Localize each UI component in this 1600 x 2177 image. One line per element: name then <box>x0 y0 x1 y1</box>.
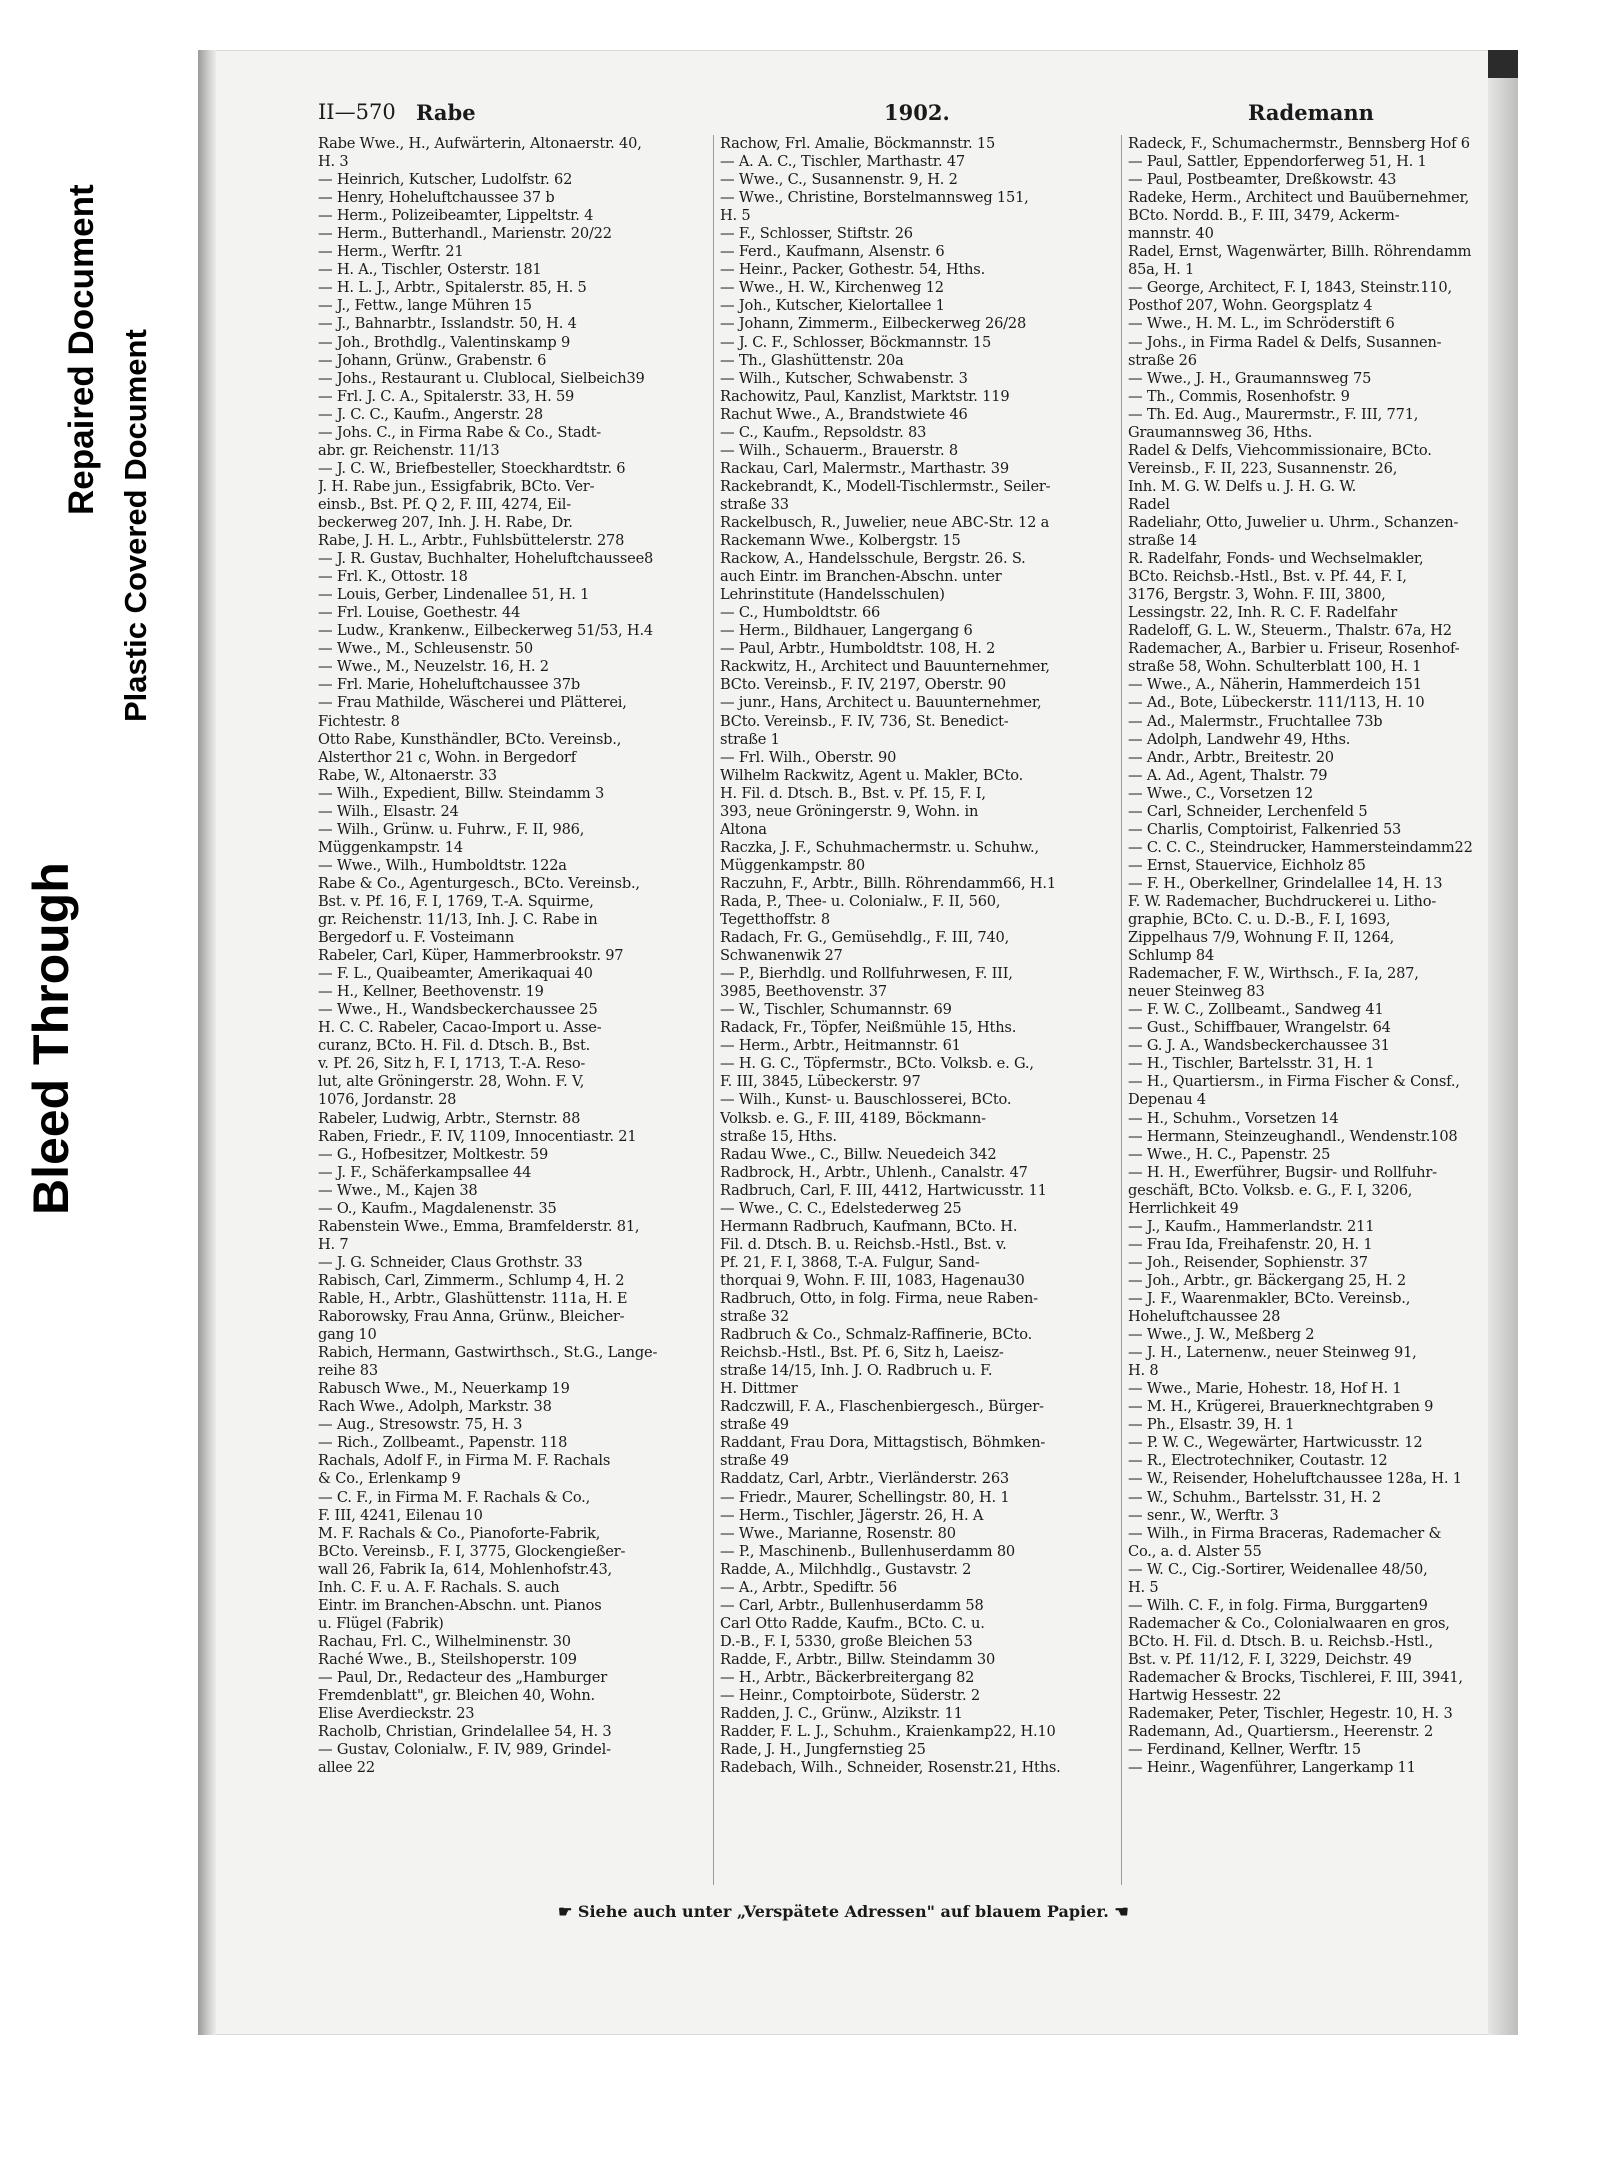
directory-entry-line: Rabisch, Carl, Zimmerm., Schlump 4, H. 2 <box>318 1271 625 1289</box>
directory-entry-line: Raczka, J. F., Schuhmachermstr. u. Schuhw., <box>720 838 1039 856</box>
header-left-keyword: Rabe <box>416 100 476 125</box>
directory-entry-line: — A., Arbtr., Spediftr. 56 <box>720 1578 897 1596</box>
directory-entry-line: Rackebrandt, K., Modell-Tischlermstr., Seiler- <box>720 477 1051 495</box>
directory-entry-line: Rabe, W., Altonaerstr. 33 <box>318 766 497 784</box>
page-binding-shadow <box>198 50 216 2035</box>
directory-entry-line: — J. G. Schneider, Claus Grothstr. 33 <box>318 1253 583 1271</box>
directory-entry-line: 3176, Bergstr. 3, Wohn. F. III, 3800, <box>1128 586 1386 604</box>
page-number: II—570 <box>318 100 396 124</box>
directory-entry-line: — Johann, Zimmerm., Eilbeckerweg 26/28 <box>720 315 1027 333</box>
directory-entry-line: wall 26, Fabrik Ia, 614, Mohlenhofstr.43, <box>318 1560 612 1578</box>
directory-entry-line: Rackwitz, H., Architect und Bauunternehmer, <box>720 658 1050 676</box>
directory-entry-line: — Frl. K., Ottostr. 18 <box>318 568 468 586</box>
directory-entry-line: Vereinsb., F. II, 223, Susannenstr. 26, <box>1128 459 1398 477</box>
directory-entry-line: Radeloff, G. L. W., Steuerm., Thalstr. 67a, H2 <box>1128 622 1452 640</box>
directory-entry-line: — Wwe., H. C., Papenstr. 25 <box>1128 1145 1331 1163</box>
repaired-document-label: Repaired Document <box>62 184 101 515</box>
directory-entry-line: — Heinr., Comptoirbote, Süderstr. 2 <box>720 1687 980 1705</box>
directory-entry-line: D.-B., F. I, 5330, große Bleichen 53 <box>720 1632 973 1650</box>
directory-entry-line: Bergedorf u. F. Vosteimann <box>318 929 515 947</box>
directory-entry-line: BCto. H. Fil. d. Dtsch. B. u. Reichsb.-Hstl., <box>1128 1632 1434 1650</box>
directory-entry-line: — Herm., Tischler, Jägerstr. 26, H. A <box>720 1506 984 1524</box>
directory-entry-line: — Wwe., A., Näherin, Hammerdeich 151 <box>1128 676 1422 694</box>
directory-entry-line: — Johann, Grünw., Grabenstr. 6 <box>318 351 547 369</box>
directory-entry-line: Radack, Fr., Töpfer, Neißmühle 15, Hths. <box>720 1019 1017 1037</box>
directory-entry-line: 3985, Beethovenstr. 37 <box>720 983 887 1001</box>
directory-entry-line: Radder, F. L. J., Schuhm., Kraienkamp22, H.10 <box>720 1723 1056 1741</box>
directory-entry-line: — W., Tischler, Schumannstr. 69 <box>720 1001 952 1019</box>
directory-entry-line: Radde, F., Arbtr., Billw. Steindamm 30 <box>720 1650 996 1668</box>
directory-entry-line: Depenau 4 <box>1128 1091 1206 1109</box>
directory-columns <box>318 135 1563 1885</box>
directory-entry-line: — Wwe., C. C., Edelstederweg 25 <box>720 1199 962 1217</box>
directory-entry-line: — junr., Hans, Architect u. Bauunternehmer, <box>720 694 1042 712</box>
directory-entry-line: — Wwe., Marianne, Rosenstr. 80 <box>720 1524 956 1542</box>
directory-entry-line: straße 14 <box>1128 532 1197 550</box>
directory-entry-line: Rackow, A., Handelsschule, Bergstr. 26. S. <box>720 550 1026 568</box>
directory-entry-line: Bst. v. Pf. 11/12, F. I, 3229, Deichstr. 49 <box>1128 1650 1412 1668</box>
directory-entry-line: — J. F., Waarenmakler, BCto. Vereinsb., <box>1128 1290 1411 1307</box>
directory-entry-line: — Andr., Arbtr., Breitestr. 20 <box>1128 748 1334 766</box>
scanned-page <box>198 50 1518 2035</box>
directory-entry-line: — Adolph, Landwehr 49, Hths. <box>1128 730 1351 748</box>
directory-entry-line: Altona <box>720 820 767 838</box>
directory-entry-line: curanz, BCto. H. Fil. d. Dtsch. B., Bst. <box>318 1037 591 1055</box>
directory-entry-line: BCto. Reichsb.-Hstl., Bst. v. Pf. 44, F. I, <box>1128 568 1407 586</box>
directory-entry-line: 393, neue Gröningerstr. 9, Wohn. in <box>720 802 979 820</box>
directory-entry-line: Rademacher & Brocks, Tischlerei, F. III, 3941, <box>1128 1668 1463 1686</box>
directory-entry-line: geschäft, BCto. Volksb. e. G., F. I, 3206, <box>1128 1181 1413 1199</box>
directory-entry-line: — Wwe., H., Wandsbeckerchaussee 25 <box>318 1001 598 1019</box>
directory-entry-line: Radeliahr, Otto, Juwelier u. Uhrm., Schanzen- <box>1128 513 1459 531</box>
directory-entry-line: H. Dittmer <box>720 1380 798 1398</box>
directory-entry-line: Rabenstein Wwe., Emma, Bramfelderstr. 81, <box>318 1217 640 1235</box>
directory-entry-line: F. III, 4241, Eilenau 10 <box>318 1506 483 1524</box>
directory-entry-line: Alsterthor 21 c, Wohn. in Bergedorf <box>318 748 576 766</box>
directory-entry-line: H. Fil. d. Dtsch. B., Bst. v. Pf. 15, F. I, <box>720 784 986 802</box>
directory-entry-line: Hermann Radbruch, Kaufmann, BCto. H. <box>720 1217 1018 1235</box>
directory-entry-line: — H., Arbtr., Bäckerbreitergang 82 <box>720 1668 975 1686</box>
directory-entry-line: Radbruch, Otto, in folg. Firma, neue Raben- <box>720 1290 1038 1307</box>
directory-entry-line: — J., Fettw., lange Mühren 15 <box>318 297 532 315</box>
directory-entry-line: Eintr. im Branchen-Abschn. unt. Pianos <box>318 1596 602 1614</box>
directory-entry-line: Tegetthoffstr. 8 <box>720 911 831 929</box>
directory-entry-line: — Joh., Brothdlg., Valentinskamp 9 <box>318 333 571 351</box>
directory-entry-line: Herrlichkeit 49 <box>1128 1199 1239 1217</box>
directory-entry-line: Rach Wwe., Adolph, Markstr. 38 <box>318 1398 552 1416</box>
directory-entry-line: — Paul, Arbtr., Humboldtstr. 108, H. 2 <box>720 640 996 658</box>
directory-entry-line: — Wilh., Elsastr. 24 <box>318 802 459 820</box>
directory-entry-line: — J. C. F., Schlosser, Böckmannstr. 15 <box>720 333 992 351</box>
directory-entry-line: — Ph., Elsastr. 39, H. 1 <box>1128 1416 1295 1434</box>
directory-entry-line: Raben, Friedr., F. IV, 1109, Innocentiastr. 21 <box>318 1127 637 1145</box>
directory-entry-line: — Friedr., Maurer, Schellingstr. 80, H. 1 <box>720 1488 1010 1506</box>
directory-entry-line: — H. G. C., Töpfermstr., BCto. Volksb. e. G., <box>720 1055 1034 1073</box>
directory-entry-line: Radbruch & Co., Schmalz-Raffinerie, BCto. <box>720 1326 1033 1344</box>
directory-entry-line: Rademacher & Co., Colonialwaaren en gros, <box>1128 1614 1450 1632</box>
directory-entry-line: Bst. v. Pf. 16, F. I, 1769, T.-A. Squirme, <box>318 892 594 910</box>
directory-entry-line: — Louis, Gerber, Lindenallee 51, H. 1 <box>318 586 590 604</box>
directory-entry-line: — Frl. Marie, Hoheluftchaussee 37b <box>318 676 581 694</box>
directory-entry-line: Elise Averdieckstr. 23 <box>318 1705 475 1723</box>
directory-entry-line: Carl Otto Radde, Kaufm., BCto. C. u. <box>720 1614 985 1632</box>
directory-entry-line: Raczuhn, F., Arbtr., Billh. Röhrendamm66, H.1 <box>720 874 1056 892</box>
directory-entry-line: BCto. Vereinsb., F. IV, 2197, Oberstr. 90 <box>720 676 1006 694</box>
directory-entry-line: Otto Rabe, Kunsthändler, BCto. Vereinsb., <box>318 730 622 748</box>
directory-entry-line: — Wwe., Christine, Borstelmannsweg 151, <box>720 189 1029 207</box>
directory-entry-line: Rachowitz, Paul, Kanzlist, Marktstr. 119 <box>720 387 1010 405</box>
directory-entry-line: Radebach, Wilh., Schneider, Rosenstr.21, Hths. <box>720 1759 1061 1777</box>
directory-entry-line: straße 26 <box>1128 351 1197 369</box>
directory-entry-line: Rabich, Hermann, Gastwirthsch., St.G., Lange- <box>318 1344 658 1362</box>
directory-entry-line: — J. C. W., Briefbesteller, Stoeckhardtstr. 6 <box>318 459 626 477</box>
directory-entry-line: straße 14/15, Inh. J. O. Radbruch u. F. <box>720 1362 993 1380</box>
directory-entry-line: — Paul, Sattler, Eppendorferweg 51, H. 1 <box>1128 153 1427 171</box>
directory-entry-line: — Ferdinand, Kellner, Werftr. 15 <box>1128 1741 1361 1759</box>
directory-entry-line: Fil. d. Dtsch. B. u. Reichsb.-Hstl., Bst. v. <box>720 1235 1007 1253</box>
directory-entry-line: auch Eintr. im Branchen-Abschn. unter <box>720 568 1002 586</box>
directory-entry-line: Rachau, Frl. C., Wilhelminenstr. 30 <box>318 1632 571 1650</box>
directory-entry-line: — Wwe., Marie, Hohestr. 18, Hof H. 1 <box>1128 1380 1402 1398</box>
directory-entry-line: — Herm., Bildhauer, Langergang 6 <box>720 622 973 640</box>
directory-entry-line: Rabe, J. H. L., Arbtr., Fuhlsbüttelerstr. 278 <box>318 532 625 550</box>
header-year: 1902. <box>884 100 950 125</box>
directory-entry-line: — J., Bahnarbtr., Isslandstr. 50, H. 4 <box>318 315 577 333</box>
directory-entry-line: straße 49 <box>720 1452 789 1470</box>
directory-entry-line: Hartwig Hessestr. 22 <box>1128 1687 1281 1705</box>
directory-entry-line: Radden, J. C., Grünw., Alzikstr. 11 <box>720 1705 963 1723</box>
directory-entry-line: — Wilh., Grünw. u. Fuhrw., F. II, 986, <box>318 820 585 838</box>
column-right <box>1121 135 1538 1885</box>
directory-entry-line: beckerweg 207, Inh. J. H. Rabe, Dr. <box>318 513 573 531</box>
directory-entry-line: Radach, Fr. G., Gemüsehdlg., F. III, 740, <box>720 929 1010 947</box>
directory-entry-line: — H. A., Tischler, Osterstr. 181 <box>318 261 542 279</box>
directory-entry-line: Graumannsweg 36, Hths. <box>1128 423 1313 441</box>
directory-entry-line: Co., a. d. Alster 55 <box>1128 1542 1262 1560</box>
directory-entry-line: — W. C., Cig.-Sortirer, Weidenallee 48/50, <box>1128 1560 1428 1578</box>
directory-entry-line: H. 8 <box>1128 1362 1159 1380</box>
directory-entry-line: — A. Ad., Agent, Thalstr. 79 <box>1128 766 1328 784</box>
directory-entry-line: Rabusch Wwe., M., Neuerkamp 19 <box>318 1380 570 1398</box>
directory-entry-line: 85a, H. 1 <box>1128 261 1195 279</box>
directory-entry-line: Rabe & Co., Agenturgesch., BCto. Vereinsb., <box>318 874 640 892</box>
directory-entry-line: gr. Reichenstr. 11/13, Inh. J. C. Rabe in <box>318 911 598 929</box>
directory-entry-line: Schwanenwik 27 <box>720 947 843 965</box>
directory-entry-line: abr. gr. Reichenstr. 11/13 <box>318 441 500 459</box>
directory-entry-line: J. H. Rabe jun., Essigfabrik, BCto. Ver- <box>318 477 595 495</box>
directory-entry-line: — R., Electrotechniker, Coutastr. 12 <box>1128 1452 1388 1470</box>
directory-entry-line: — Wilh., Expedient, Billw. Steindamm 3 <box>318 784 605 802</box>
directory-entry-line: Raddant, Frau Dora, Mittagstisch, Böhmken- <box>720 1434 1046 1452</box>
directory-entry-line: Posthof 207, Wohn. Georgsplatz 4 <box>1128 297 1373 315</box>
directory-entry-line: — Wwe., M., Neuzelstr. 16, H. 2 <box>318 658 549 676</box>
directory-entry-line: — Frau Ida, Freihafenstr. 20, H. 1 <box>1128 1235 1373 1253</box>
directory-entry-line: Radau Wwe., C., Billw. Neuedeich 342 <box>720 1145 997 1163</box>
directory-entry-line: Raddatz, Carl, Arbtr., Vierländerstr. 263 <box>720 1470 1009 1488</box>
directory-entry-line: — Carl, Arbtr., Bullenhuserdamm 58 <box>720 1596 984 1614</box>
directory-entry-line: thorquai 9, Wohn. F. III, 1083, Hagenau30 <box>720 1271 1025 1289</box>
directory-entry-line: Radbrock, H., Arbtr., Uhlenh., Canalstr. 47 <box>720 1163 1028 1181</box>
directory-entry-line: — J., Kaufm., Hammerlandstr. 211 <box>1128 1217 1375 1235</box>
directory-entry-line: Rackau, Carl, Malermstr., Marthastr. 39 <box>720 459 1009 477</box>
directory-entry-line: — F. W. C., Zollbeamt., Sandweg 41 <box>1128 1001 1384 1019</box>
directory-entry-line: Rabe Wwe., H., Aufwärterin, Altonaerstr. 40, <box>318 135 642 152</box>
directory-entry-line: Reichsb.-Hstl., Bst. Pf. 6, Sitz h, Laeisz- <box>720 1344 1004 1362</box>
directory-entry-line: Radel & Delfs, Viehcommissionaire, BCto. <box>1128 441 1432 459</box>
directory-entry-line: — Wilh., in Firma Braceras, Rademacher & <box>1128 1524 1442 1542</box>
directory-entry-line: BCto. Nordd. B., F. III, 3479, Ackerm- <box>1128 207 1400 225</box>
directory-entry-line: — Carl, Schneider, Lerchenfeld 5 <box>1128 802 1368 820</box>
directory-entry-line: — Heinrich, Kutscher, Ludolfstr. 62 <box>318 171 573 189</box>
directory-entry-line: Rackelbusch, R., Juwelier, neue ABC-Str. 12 a <box>720 513 1050 531</box>
directory-entry-line: — Frl. Wilh., Oberstr. 90 <box>720 748 897 766</box>
directory-entry-line: 1076, Jordanstr. 28 <box>318 1091 457 1109</box>
directory-entry-line: — Ad., Bote, Lübeckerstr. 111/113, H. 10 <box>1128 694 1425 712</box>
directory-entry-line: — F., Schlosser, Stiftstr. 26 <box>720 225 913 243</box>
plastic-covered-label: Plastic Covered Document <box>118 329 153 722</box>
directory-entry-line: Fremdenblatt", gr. Bleichen 40, Wohn. <box>318 1687 595 1705</box>
directory-entry-line: & Co., Erlenkamp 9 <box>318 1470 461 1488</box>
directory-entry-line: — Wwe., Wilh., Humboldtstr. 122a <box>318 856 567 874</box>
directory-entry-line: — P., Bierhdlg. und Rollfuhrwesen, F. III, <box>720 965 1013 983</box>
directory-entry-line: — H., Kellner, Beethovenstr. 19 <box>318 983 544 1001</box>
directory-entry-line: F. III, 3845, Lübeckerstr. 97 <box>720 1073 921 1091</box>
directory-entry-line: Rademaker, Peter, Tischler, Hegestr. 10, H. 3 <box>1128 1705 1453 1723</box>
directory-entry-line: — Heinr., Wagenführer, Langerkamp 11 <box>1128 1759 1416 1777</box>
directory-entry-line: — Wilh., Kunst- u. Bauschlosserei, BCto. <box>720 1091 1012 1109</box>
directory-entry-line: Inh. C. F. u. A. F. Rachals. S. auch <box>318 1578 560 1596</box>
directory-entry-line: Rackemann Wwe., Kolbergstr. 15 <box>720 532 961 550</box>
directory-entry-line: — Wwe., J. W., Meßberg 2 <box>1128 1326 1315 1344</box>
directory-entry-line: Rachow, Frl. Amalie, Böckmannstr. 15 <box>720 135 996 152</box>
directory-entry-line: Radel <box>1128 495 1170 513</box>
directory-entry-line: — C. C. C., Steindrucker, Hammersteindamm22 <box>1128 838 1473 856</box>
directory-entry-line: — George, Architect, F. I, 1843, Steinstr.110, <box>1128 279 1452 297</box>
directory-entry-line: — G. J. A., Wandsbeckerchaussee 31 <box>1128 1037 1390 1055</box>
directory-entry-line: — J. F., Schäferkampsallee 44 <box>318 1163 532 1181</box>
directory-entry-line: Schlump 84 <box>1128 947 1215 965</box>
directory-entry-line: — Henry, Hoheluftchaussee 37 b <box>318 189 555 207</box>
directory-entry-line: — H., Schuhm., Vorsetzen 14 <box>1128 1109 1339 1127</box>
directory-entry-line: — J. H., Laternenw., neuer Steinweg 91, <box>1128 1344 1417 1362</box>
directory-entry-line: neuer Steinweg 83 <box>1128 983 1265 1001</box>
directory-entry-line: Rade, J. H., Jungfernstieg 25 <box>720 1741 926 1759</box>
directory-entry-line: allee 22 <box>318 1759 375 1777</box>
directory-entry-line: mannstr. 40 <box>1128 225 1214 243</box>
directory-entry-line: — Aug., Stresowstr. 75, H. 3 <box>318 1416 523 1434</box>
directory-entry-line: — W., Schuhm., Bartelsstr. 31, H. 2 <box>1128 1488 1381 1506</box>
directory-entry-line: straße 58, Wohn. Schulterblatt 100, H. 1 <box>1128 658 1422 676</box>
directory-entry-line: — P., Maschinenb., Bullenhuserdamm 80 <box>720 1542 1015 1560</box>
directory-entry-line: BCto. Vereinsb., F. I, 3775, Glockengießer- <box>318 1542 626 1560</box>
directory-entry-line: Wilhelm Rackwitz, Agent u. Makler, BCto. <box>720 766 1024 784</box>
directory-entry-line: — Wwe., H. W., Kirchenweg 12 <box>720 279 944 297</box>
directory-entry-line: — Wilh., Kutscher, Schwabenstr. 3 <box>720 369 968 387</box>
directory-entry-line: — F. L., Quaibeamter, Amerikaquai 40 <box>318 965 593 983</box>
directory-entry-line: — Johs., Restaurant u. Clublocal, Sielbeich39 <box>318 369 645 387</box>
directory-entry-line: — Gustav, Colonialw., F. IV, 989, Grindel- <box>318 1741 611 1759</box>
directory-entry-line: H. 7 <box>318 1235 349 1253</box>
directory-entry-line: — J. R. Gustav, Buchhalter, Hoheluftchaussee8 <box>318 550 654 568</box>
directory-entry-line: Radbruch, Carl, F. III, 4412, Hartwicusstr. 11 <box>720 1181 1047 1199</box>
directory-entry-line: Rable, H., Arbtr., Glashüttenstr. 111a, H. E <box>318 1290 628 1307</box>
column-middle <box>713 135 1120 1885</box>
directory-entry-line: — Wwe., H. M. L., im Schröderstift 6 <box>1128 315 1395 333</box>
directory-entry-line: Rachut Wwe., A., Brandstwiete 46 <box>720 405 968 423</box>
directory-entry-line: Inh. M. G. W. Delfs u. J. H. G. W. <box>1128 477 1357 495</box>
directory-entry-line: reihe 83 <box>318 1362 378 1380</box>
directory-entry-line: — H. L. J., Arbtr., Spitalerstr. 85, H. 5 <box>318 279 587 297</box>
directory-entry-line: Raché Wwe., B., Steilshoperstr. 109 <box>318 1650 577 1668</box>
directory-entry-line: Hoheluftchaussee 28 <box>1128 1308 1281 1326</box>
directory-entry-line: H. 5 <box>1128 1578 1159 1596</box>
directory-entry-line: — H. H., Ewerführer, Bugsir- und Rollfuhr- <box>1128 1163 1437 1181</box>
directory-entry-line: Radel, Ernst, Wagenwärter, Billh. Röhrendamm <box>1128 243 1472 261</box>
directory-entry-line: Lehrinstitute (Handelsschulen) <box>720 586 945 604</box>
directory-entry-line: F. W. Rademacher, Buchdruckerei u. Litho- <box>1128 892 1437 910</box>
header-right-keyword: Rademann <box>1248 100 1374 125</box>
directory-entry-line: Radczwill, F. A., Flaschenbiergesch., Bürger- <box>720 1398 1044 1416</box>
directory-entry-line: — Herm., Arbtr., Heitmannstr. 61 <box>720 1037 961 1055</box>
directory-entry-line: — M. H., Krügerei, Brauerknechtgraben 9 <box>1128 1398 1434 1416</box>
directory-entry-line: — Frl. Louise, Goethestr. 44 <box>318 604 521 622</box>
directory-entry-line: Zippelhaus 7/9, Wohnung F. II, 1264, <box>1128 929 1395 947</box>
directory-entry-line: BCto. Vereinsb., F. IV, 736, St. Benedict- <box>720 712 1009 730</box>
directory-entry-line: R. Radelfahr, Fonds- und Wechselmakler, <box>1128 550 1424 568</box>
directory-entry-line: M. F. Rachals & Co., Pianoforte-Fabrik, <box>318 1524 601 1542</box>
directory-entry-line: — Hermann, Steinzeughandl., Wendenstr.108 <box>1128 1127 1458 1145</box>
directory-entry-line: lut, alte Gröningerstr. 28, Wohn. F. V, <box>318 1073 585 1091</box>
directory-entry-line: — Wwe., C., Vorsetzen 12 <box>1128 784 1313 802</box>
bleed-through-label: Bleed Through <box>23 862 79 1215</box>
directory-entry-line: — C., Humboldtstr. 66 <box>720 604 881 622</box>
directory-entry-line: graphie, BCto. C. u. D.-B., F. I, 1693, <box>1128 911 1391 929</box>
directory-entry-line: H. 5 <box>720 207 751 225</box>
directory-entry-line: straße 1 <box>720 730 780 748</box>
directory-entry-line: Racholb, Christian, Grindelallee 54, H. 3 <box>318 1723 612 1741</box>
directory-entry-line: — Johs. C., in Firma Rabe & Co., Stadt- <box>318 423 602 441</box>
directory-entry-line: straße 32 <box>720 1308 789 1326</box>
directory-entry-line: Rabeler, Ludwig, Arbtr., Sternstr. 88 <box>318 1109 581 1127</box>
directory-entry-line: — Joh., Kutscher, Kielortallee 1 <box>720 297 945 315</box>
directory-entry-line: Müggenkampstr. 80 <box>720 856 865 874</box>
directory-entry-line: Radeck, F., Schumachermstr., Bennsberg Hof 6 <box>1128 135 1470 152</box>
directory-entry-line: — Th., Commis, Rosenhofstr. 9 <box>1128 387 1350 405</box>
directory-entry-line: — Paul, Dr., Redacteur des „Hamburger <box>318 1668 607 1686</box>
directory-entry-line: — C., Kaufm., Repsoldstr. 83 <box>720 423 927 441</box>
directory-entry-line: — Gust., Schiffbauer, Wrangelstr. 64 <box>1128 1019 1391 1037</box>
directory-entry-line: Rachals, Adolf F., in Firma M. F. Rachals <box>318 1452 611 1470</box>
directory-entry-line: — Rich., Zollbeamt., Papenstr. 118 <box>318 1434 568 1452</box>
directory-entry-line: Pf. 21, F. I, 3868, T.-A. Fulgur, Sand- <box>720 1253 980 1271</box>
directory-entry-line: Rademacher, F. W., Wirthsch., F. Ia, 287, <box>1128 965 1419 983</box>
directory-entry-line: — W., Reisender, Hoheluftchaussee 128a, H. 1 <box>1128 1470 1462 1488</box>
directory-entry-line: — Herm., Polizeibeamter, Lippeltstr. 4 <box>318 207 594 225</box>
directory-entry-line: Raborowsky, Frau Anna, Grünw., Bleicher- <box>318 1308 625 1326</box>
directory-entry-line: — G., Hofbesitzer, Moltkestr. 59 <box>318 1145 549 1163</box>
directory-entry-line: straße 33 <box>720 495 789 513</box>
directory-entry-line: Rada, P., Thee- u. Colonialw., F. II, 560, <box>720 892 1001 910</box>
directory-entry-line: — Ad., Malermstr., Fruchtallee 73b <box>1128 712 1383 730</box>
directory-entry-line: — Wwe., J. H., Graumannsweg 75 <box>1128 369 1372 387</box>
directory-entry-line: — Wwe., M., Schleusenstr. 50 <box>318 640 533 658</box>
directory-entry-line: straße 15, Hths. <box>720 1127 837 1145</box>
directory-entry-line: — F. H., Oberkellner, Grindelallee 14, H. 13 <box>1128 874 1443 892</box>
directory-entry-line: — Wilh., Schauerm., Brauerstr. 8 <box>720 441 958 459</box>
directory-entry-line: — Johs., in Firma Radel & Delfs, Susannen- <box>1128 333 1442 351</box>
directory-entry-line: — Th. Ed. Aug., Maurermstr., F. III, 771, <box>1128 405 1419 423</box>
directory-entry-line: — C. F., in Firma M. F. Rachals & Co., <box>318 1488 591 1506</box>
directory-entry-line: — Frau Mathilde, Wäscherei und Plätterei, <box>318 694 627 712</box>
directory-entry-line: v. Pf. 26, Sitz h, F. I, 1713, T.-A. Reso- <box>318 1055 586 1073</box>
directory-entry-line: Radde, A., Milchhdlg., Gustavstr. 2 <box>720 1560 972 1578</box>
directory-entry-line: — Joh., Reisender, Sophienstr. 37 <box>1128 1253 1368 1271</box>
directory-entry-line: — Joh., Arbtr., gr. Bäckergang 25, H. 2 <box>1128 1271 1407 1289</box>
directory-entry-line: Radeke, Herm., Architect und Bauübernehmer, <box>1128 189 1470 207</box>
directory-entry-line: — J. C. C., Kaufm., Angerstr. 28 <box>318 405 543 423</box>
directory-entry-line: — A. A. C., Tischler, Marthastr. 47 <box>720 153 966 171</box>
directory-entry-line: — H., Quartiersm., in Firma Fischer & Consf., <box>1128 1073 1460 1091</box>
directory-entry-line: u. Flügel (Fabrik) <box>318 1614 444 1632</box>
scan-corner <box>1488 50 1518 78</box>
directory-entry-line: — Wwe., M., Kajen 38 <box>318 1181 478 1199</box>
directory-entry-line: — O., Kaufm., Magdalenenstr. 35 <box>318 1199 557 1217</box>
directory-entry-line: gang 10 <box>318 1326 377 1344</box>
directory-entry-line: Müggenkampstr. 14 <box>318 838 463 856</box>
directory-entry-line: — Frl. J. C. A., Spitalerstr. 33, H. 59 <box>318 387 575 405</box>
directory-entry-line: einsb., Bst. Pf. Q 2, F. III, 4274, Eil- <box>318 495 571 513</box>
footer-note: ☛ Siehe auch unter „Verspätete Adressen" auf blauem Papier. ☚ <box>558 1902 1129 1921</box>
directory-entry-line: Rabeler, Carl, Küper, Hammerbrookstr. 97 <box>318 947 624 965</box>
directory-entry-line: — P. W. C., Wegewärter, Hartwicusstr. 12 <box>1128 1434 1423 1452</box>
directory-entry-line: Lessingstr. 22, Inh. R. C. F. Radelfahr <box>1128 604 1398 622</box>
column-left <box>318 135 718 1885</box>
directory-entry-line: — Ludw., Krankenw., Eilbeckerweg 51/53, H.4 <box>318 622 653 640</box>
directory-entry-line: — Wwe., C., Susannenstr. 9, H. 2 <box>720 171 958 189</box>
directory-entry-line: Rademann, Ad., Quartiersm., Heerenstr. 2 <box>1128 1723 1434 1741</box>
directory-entry-line: — Heinr., Packer, Gothestr. 54, Hths. <box>720 261 986 279</box>
directory-entry-line: — Ferd., Kaufmann, Alsenstr. 6 <box>720 243 945 261</box>
directory-entry-line: — Ernst, Stauervice, Eichholz 85 <box>1128 856 1366 874</box>
directory-entry-line: Rademacher, A., Barbier u. Friseur, Rosenhof- <box>1128 640 1460 658</box>
directory-entry-line: — Wilh. C. F., in folg. Firma, Burggarten9 <box>1128 1596 1428 1614</box>
directory-entry-line: straße 49 <box>720 1416 789 1434</box>
directory-entry-line: — Herm., Butterhandl., Marienstr. 20/22 <box>318 225 612 243</box>
directory-entry-line: H. 3 <box>318 153 349 171</box>
directory-entry-line: H. C. C. Rabeler, Cacao-Import u. Asse- <box>318 1019 602 1037</box>
directory-entry-line: — H., Tischler, Bartelsstr. 31, H. 1 <box>1128 1055 1375 1073</box>
directory-entry-line: — Th., Glashüttenstr. 20a <box>720 351 904 369</box>
directory-entry-line: Fichtestr. 8 <box>318 712 400 730</box>
directory-entry-line: — Herm., Werftr. 21 <box>318 243 464 261</box>
directory-entry-line: — Charlis, Comptoirist, Falkenried 53 <box>1128 820 1402 838</box>
directory-entry-line: Volksb. e. G., F. III, 4189, Böckmann- <box>720 1109 986 1127</box>
directory-entry-line: — senr., W., Werftr. 3 <box>1128 1506 1279 1524</box>
directory-entry-line: — Paul, Postbeamter, Dreßkowstr. 43 <box>1128 171 1397 189</box>
